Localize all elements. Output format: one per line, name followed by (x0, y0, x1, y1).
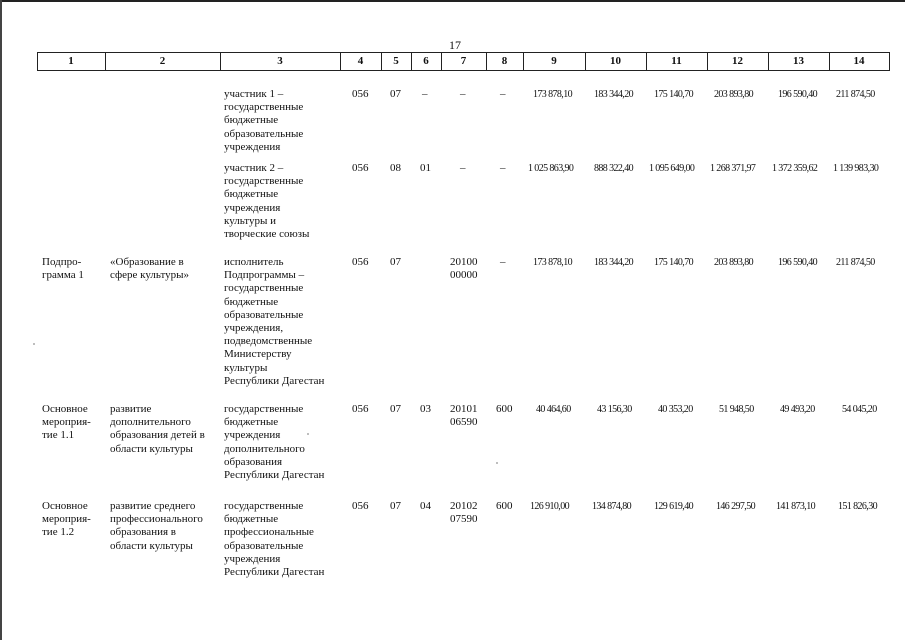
participant-cell: участник 2 – государственные бюджетные учреждения культуры и творческие союзы (224, 162, 310, 241)
value-col-10: 183 344,20 (594, 89, 634, 100)
header-col-8: 8 (501, 55, 508, 67)
value-col-9: 173 878,10 (533, 257, 573, 268)
program-name-cell: развитие среднего профессионального образования в области культуры (110, 500, 203, 552)
header-col-6: 6 (423, 55, 429, 67)
header-bottom-rule (37, 70, 890, 71)
value-col-9: 1 025 863,90 (528, 163, 574, 174)
value-col-11: 40 353,20 (658, 404, 693, 415)
expense-type-cell: – (500, 162, 506, 174)
target-code-cell: 20100 00000 (450, 256, 478, 282)
program-status-cell: Подпро- грамма 1 (42, 256, 84, 282)
header-col-7: 7 (460, 55, 467, 67)
value-col-10: 43 156,30 (597, 404, 632, 415)
header-col-10: 10 (610, 55, 621, 67)
section-code-cell: 07 (390, 88, 401, 100)
program-status-cell: Основное мероприя- тие 1.2 (42, 500, 91, 539)
value-col-14: 211 874,50 (836, 89, 875, 100)
participant-cell: государственные бюджетные учреждения дополнительного образования Республики Дагестан (224, 403, 325, 482)
admin-code-cell: 056 (352, 88, 369, 100)
header-col-1: 1 (68, 55, 74, 67)
value-col-9: 40 464,60 (536, 404, 571, 415)
section-code-cell: 07 (390, 403, 401, 415)
scan-speck (307, 433, 309, 435)
value-col-13: 196 590,40 (778, 257, 818, 268)
participant-cell: участник 1 – государственные бюджетные образовательные учреждения (224, 88, 304, 153)
target-code-cell: – (460, 88, 466, 100)
value-col-11: 175 140,70 (654, 89, 694, 100)
scan-top-edge (0, 0, 905, 2)
subsection-code-cell: – (422, 88, 428, 100)
header-col-12: 12 (732, 55, 743, 67)
expense-type-cell: – (500, 256, 506, 268)
value-col-10: 888 322,40 (594, 163, 634, 174)
value-col-9: 173 878,10 (533, 89, 573, 100)
target-code-cell: – (460, 162, 466, 174)
value-col-14: 54 045,20 (842, 404, 877, 415)
header-col-3: 3 (277, 55, 283, 67)
value-col-14: 151 826,30 (838, 501, 878, 512)
participant-cell: исполнитель Подпрограммы – государственные бюджетные образовательные учреждения, подведомственные Министерству культуры Республики Дагестан (224, 256, 325, 387)
section-code-cell: 08 (390, 162, 401, 174)
header-col-2: 2 (159, 55, 166, 67)
subsection-code-cell: 03 (420, 403, 431, 415)
header-col-13: 13 (793, 55, 804, 67)
section-code-cell: 07 (390, 500, 401, 512)
header-col-5: 5 (393, 55, 399, 67)
program-name-cell: развитие дополнительного образования детей в области культуры (110, 403, 205, 455)
value-col-11: 1 095 649,00 (649, 163, 695, 174)
header-col-4: 4 (357, 55, 364, 67)
header-col-9: 9 (551, 55, 557, 67)
admin-code-cell: 056 (352, 500, 369, 512)
admin-code-cell: 056 (352, 403, 369, 415)
value-col-12: 146 297,50 (716, 501, 756, 512)
subsection-code-cell: 01 (420, 162, 431, 174)
participant-cell: государственные бюджетные профессиональные образовательные учреждения Республики Дагестан (224, 500, 325, 579)
admin-code-cell: 056 (352, 162, 369, 174)
subsection-code-cell: 04 (420, 500, 431, 512)
target-code-cell: 20101 06590 (450, 403, 478, 429)
admin-code-cell: 056 (352, 256, 369, 268)
scan-left-edge (0, 0, 2, 640)
value-col-13: 196 590,40 (778, 89, 818, 100)
header-col-11: 11 (671, 55, 682, 67)
value-col-13: 1 372 359,62 (772, 163, 818, 174)
value-col-13: 49 493,20 (780, 404, 815, 415)
target-code-cell: 20102 07590 (450, 500, 478, 526)
section-code-cell: 07 (390, 256, 401, 268)
expense-type-cell: 600 (496, 500, 513, 512)
header-col-14: 14 (853, 55, 865, 67)
scan-speck (33, 343, 35, 345)
expense-type-cell: 600 (496, 403, 513, 415)
value-col-10: 183 344,20 (594, 257, 634, 268)
value-col-11: 129 619,40 (654, 501, 694, 512)
value-col-12: 51 948,50 (719, 404, 754, 415)
page-number: 17 (449, 38, 461, 52)
program-status-cell: Основное мероприя- тие 1.1 (42, 403, 91, 442)
value-col-13: 141 873,10 (776, 501, 816, 512)
value-col-11: 175 140,70 (654, 257, 694, 268)
value-col-12: 203 893,80 (714, 89, 754, 100)
value-col-12: 1 268 371,97 (710, 163, 756, 174)
value-col-14: 1 139 983,30 (833, 163, 879, 174)
scan-speck (496, 462, 498, 464)
value-col-10: 134 874,80 (592, 501, 632, 512)
program-name-cell: «Образование в сфере культуры» (110, 256, 190, 282)
header-divider (889, 53, 890, 70)
expense-type-cell: – (500, 88, 506, 100)
value-col-9: 126 910,00 (530, 501, 570, 512)
value-col-14: 211 874,50 (836, 257, 875, 268)
value-col-12: 203 893,80 (714, 257, 754, 268)
